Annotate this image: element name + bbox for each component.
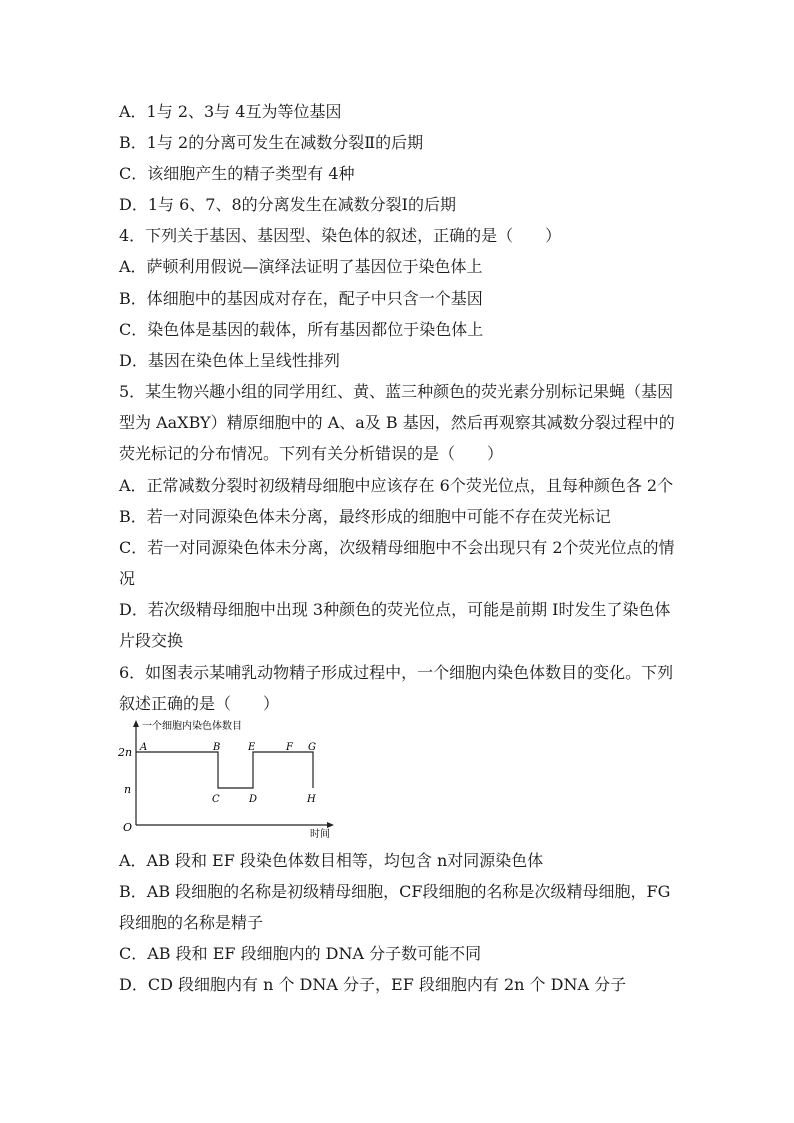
x-axis-arrow-icon [327,822,334,828]
y-axis-arrow-icon [133,720,139,727]
q4-option-d: D．基因在染色体上呈线性排列 [119,351,340,370]
q4-stem: 4．下列关于基因、基因型、染色体的叙述，正确的是（ ） [119,226,562,245]
y-tick-n: n [124,783,132,796]
q6-option-d: D．CD 段细胞内有 n 个 DNA 分子，EF 段细胞内有 2n 个 DNA 分子 [119,975,627,994]
q4-option-a: A．萨顿利用假说—演绎法证明了基因位于染色体上 [119,257,483,276]
q5-option-d-cont: 片段交换 [119,631,184,650]
q5-stem-line-2: 型为 AaXBY）精原细胞中的 A、a及 B 基因，然后再观察其减数分裂过程中的 [119,413,675,432]
q5-stem-line-3: 荧光标记的分布情况。下列有关分析错误的是（ ） [119,444,504,463]
point-g-label: G [308,742,316,753]
chromosome-count-graph [112,714,342,844]
q3-option-b: B．1与 2的分离可发生在减数分裂Ⅱ的后期 [119,133,424,152]
point-h-label: H [307,794,316,805]
q5-option-c-cont: 况 [119,569,136,588]
q5-option-c: C．若一对同源染色体未分离，次级精母细胞中不会出现只有 2个荧光位点的情 [119,538,675,557]
q6-stem-line-2: 叙述正确的是（ ） [119,694,280,713]
q5-option-d: D．若次级精母细胞中出现 3种颜色的荧光位点，可能是前期 I时发生了染色体 [119,600,671,619]
q5-option-b: B．若一对同源染色体未分离，最终形成的细胞中可能不存在荧光标记 [119,507,611,526]
point-a-label: A [140,742,148,753]
q4-option-c: C．染色体是基因的载体，所有基因都位于染色体上 [119,320,484,339]
point-b-label: B [213,742,221,753]
q3-option-d: D．1与 6、7、8的分离发生在减数分裂Ⅰ的后期 [119,195,456,214]
q5-option-a: A．正常减数分裂时初级精母细胞中应该存在 6个荧光位点，且每种颜色各 2个 [119,476,674,495]
point-e-label: E [248,742,256,753]
q6-option-c: C．AB 段和 EF 段细胞内的 DNA 分子数可能不同 [119,944,482,963]
q3-option-a: A．1与 2、3与 4互为等位基因 [119,102,342,121]
q6-option-b-cont: 段细胞的名称是精子 [119,913,264,932]
q6-stem-line-1: 6．如图表示某哺乳动物精子形成过程中，一个细胞内染色体数目的变化。下列 [119,663,674,682]
origin-label: O [123,821,133,834]
y-axis-label: 一个细胞内染色体数目 [142,721,242,732]
point-c-label: C [212,794,220,805]
y-tick-2n: 2n [118,746,133,759]
x-axis-label: 时间 [310,829,330,840]
q6-option-b: B．AB 段细胞的名称是初级精母细胞，CF段细胞的名称是次级精母细胞，FG [119,882,671,901]
q6-option-a: A．AB 段和 EF 段染色体数目相等，均包含 n对同源染色体 [119,851,544,870]
chromosome-count-line [136,752,313,788]
point-d-label: D [249,794,258,805]
q3-option-c: C．该细胞产生的精子类型有 4种 [119,164,355,183]
q4-option-b: B．体细胞中的基因成对存在，配子中只含一个基因 [119,289,483,308]
point-f-label: F [286,742,293,753]
q5-stem-line-1: 5．某生物兴趣小组的同学用红、黄、蓝三种颜色的荧光素分别标记果蝇（基因 [119,382,674,401]
